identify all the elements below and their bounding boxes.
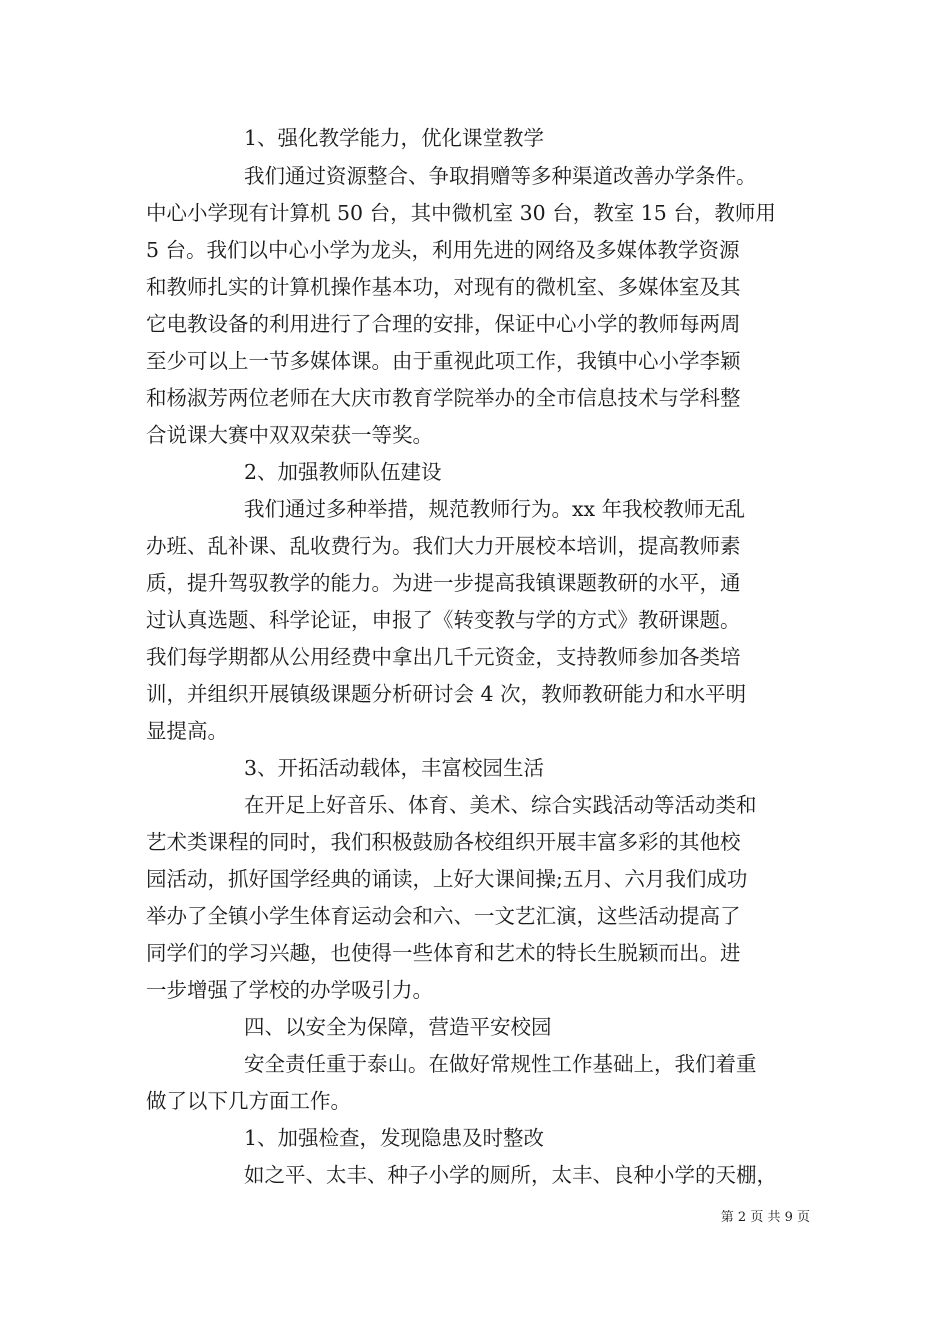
paragraph-line: 和杨淑芳两位老师在大庆市教育学院举办的全市信息技术与学科整 [146,386,741,410]
paragraph-line: 中心小学现有计算机 50 台，其中微机室 30 台，教室 15 台，教师用 [146,201,776,225]
paragraph-line: 过认真选题、科学论证，申报了《转变教与学的方式》教研课题。 [146,608,741,632]
paragraph-line: 我们通过多种举措，规范教师行为。xx 年我校教师无乱 [244,497,746,521]
paragraph-line: 质，提升驾驭教学的能力。为进一步提高我镇课题教研的水平，通 [146,571,741,595]
section-heading: 1、加强检查，发现隐患及时整改 [244,1126,545,1150]
paragraph-line: 安全责任重于泰山。在做好常规性工作基础上，我们着重 [244,1052,757,1076]
paragraph-line: 显提高。 [146,719,228,743]
paragraph-line: 它电教设备的利用进行了合理的安排，保证中心小学的教师每两周 [146,312,741,336]
section-heading: 四、以安全为保障，营造平安校园 [244,1015,552,1039]
paragraph-line: 办班、乱补课、乱收费行为。我们大力开展校本培训，提高教师素 [146,534,741,558]
paragraph-line: 我们每学期都从公用经费中拿出几千元资金，支持教师参加各类培 [146,645,741,669]
paragraph-line: 艺术类课程的同时，我们积极鼓励各校组织开展丰富多彩的其他校 [146,830,741,854]
paragraph-line: 我们通过资源整合、争取捐赠等多种渠道改善办学条件。 [244,164,757,188]
paragraph-line: 如之平、太丰、种子小学的厕所，太丰、良种小学的天棚， [244,1163,777,1187]
section-heading: 3、开拓活动载体，丰富校园生活 [244,756,545,780]
paragraph-line: 和教师扎实的计算机操作基本功，对现有的微机室、多媒体室及其 [146,275,741,299]
paragraph-line: 一步增强了学校的办学吸引力。 [146,978,433,1002]
paragraph-line: 园活动，抓好国学经典的诵读，上好大课间操;五月、六月我们成功 [146,867,748,891]
paragraph-line: 举办了全镇小学生体育运动会和六、一文艺汇演，这些活动提高了 [146,904,741,928]
paragraph-line: 同学们的学习兴趣，也使得一些体育和艺术的特长生脱颖而出。进 [146,941,741,965]
paragraph-line: 训，并组织开展镇级课题分析研讨会 4 次，教师教研能力和水平明 [146,682,747,706]
paragraph-line: 合说课大赛中双双荣获一等奖。 [146,423,433,447]
section-heading: 1、强化教学能力，优化课堂教学 [244,126,545,150]
paragraph-line: 至少可以上一节多媒体课。由于重视此项工作，我镇中心小学李颖 [146,349,741,373]
paragraph-line: 在开足上好音乐、体育、美术、综合实践活动等活动类和 [244,793,757,817]
page-number-footer: 第 2 页 共 9 页 [720,1210,810,1225]
paragraph-line: 做了以下几方面工作。 [146,1089,351,1113]
paragraph-line: 5 台。我们以中心小学为龙头，利用先进的网络及多媒体教学资源 [146,238,740,262]
section-heading: 2、加强教师队伍建设 [244,460,442,484]
